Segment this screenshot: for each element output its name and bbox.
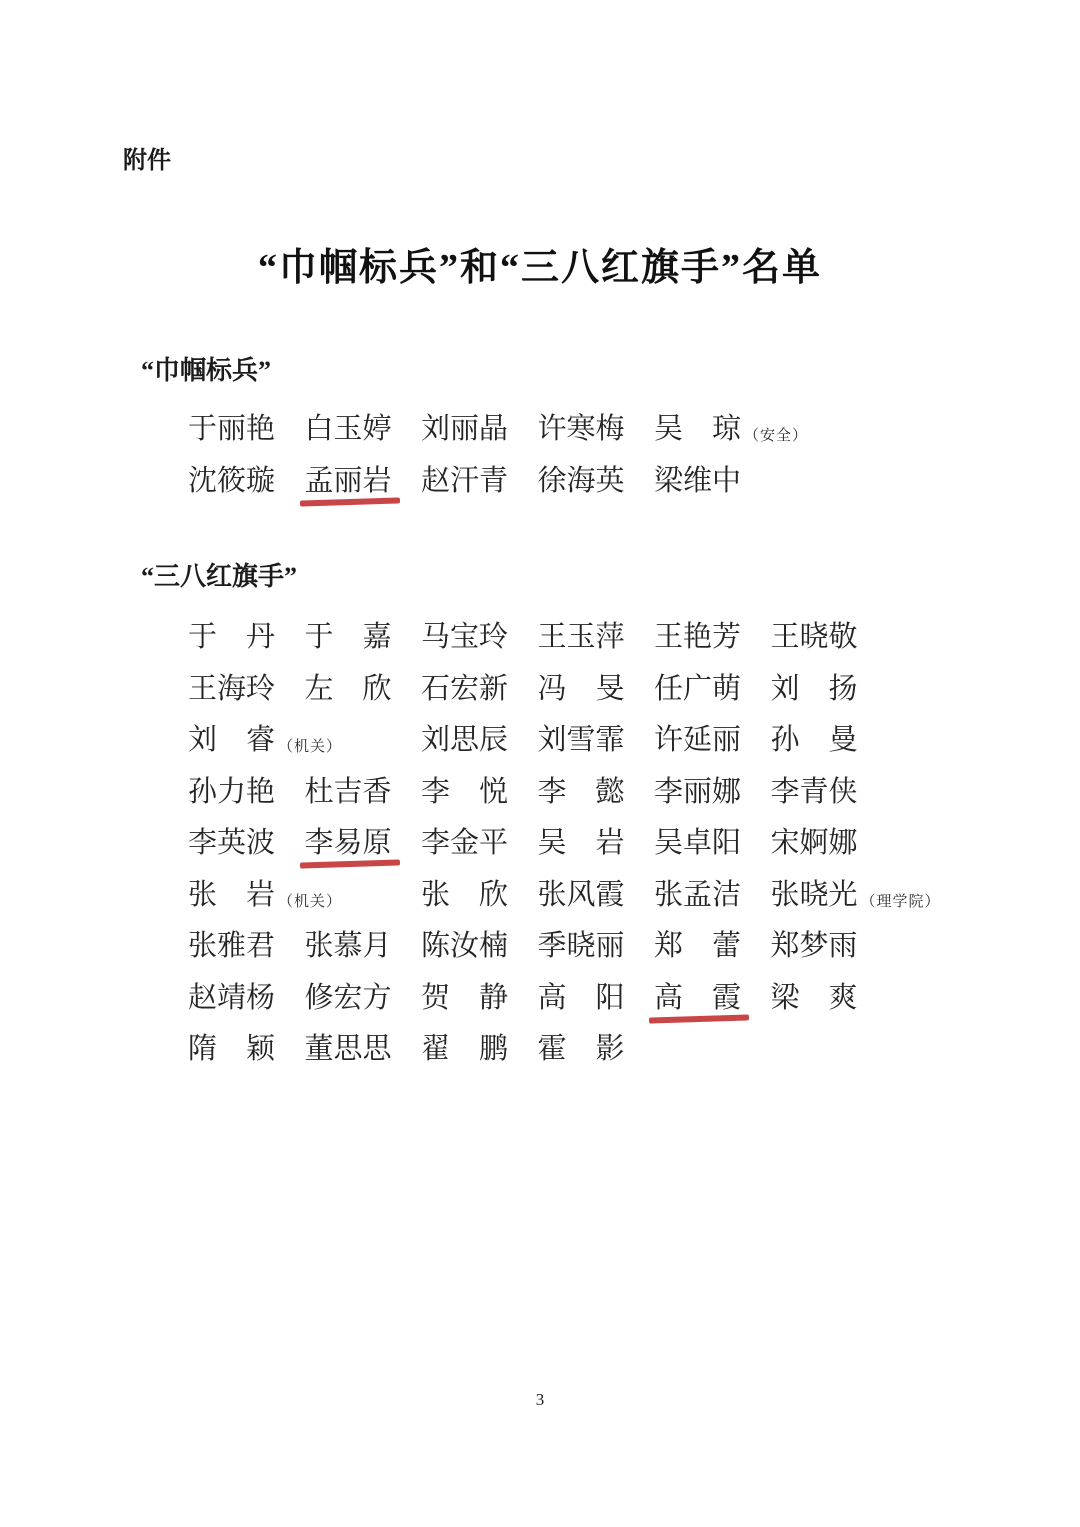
person-name: 隋 颖 [188, 1033, 276, 1066]
name-row [188, 973, 887, 1025]
person-name: 王海玲 [188, 672, 276, 705]
person-name: 李 悦 [421, 775, 509, 808]
name-cell [654, 775, 771, 808]
name-cell [304, 464, 422, 497]
name-cell [188, 724, 343, 757]
unit-note: （机关） [278, 739, 343, 756]
person-name: 孙力艳 [188, 775, 276, 808]
unit-note: （安全） [744, 428, 809, 445]
name-list-jinguo-biaobing [188, 404, 887, 507]
name-cell [537, 981, 655, 1014]
person-name: 杜吉香 [304, 775, 392, 808]
person-name: 李青侠 [770, 775, 858, 808]
name-cell [770, 981, 888, 1014]
name-cell [304, 981, 422, 1014]
name-list-sanba-hongqishou [188, 612, 941, 1076]
name-cell [304, 672, 422, 705]
person-name: 郑 蕾 [654, 930, 742, 963]
person-name: 孙 曼 [770, 724, 858, 757]
person-name: 高 阳 [537, 981, 625, 1014]
name-cell [188, 829, 305, 858]
name-cell [188, 623, 305, 652]
name-cell [305, 829, 422, 858]
name-cell [304, 775, 422, 808]
person-name: 李英波 [188, 827, 276, 860]
person-name: 刘 扬 [770, 672, 858, 705]
name-row [188, 870, 941, 922]
person-name: 赵汗青 [421, 464, 509, 497]
person-name: 董思思 [304, 1033, 392, 1066]
name-cell [654, 672, 771, 705]
person-name-underlined: 高 霞 [654, 981, 742, 1014]
name-cell [188, 775, 305, 808]
person-name: 李金平 [421, 827, 509, 860]
person-name: 于丽艳 [188, 413, 276, 446]
person-name: 陈汝楠 [421, 930, 509, 963]
name-cell [538, 932, 655, 961]
name-cell [537, 775, 655, 808]
person-name: 贺 静 [421, 981, 509, 1014]
person-name: 徐海英 [537, 464, 625, 497]
person-name: 于 嘉 [304, 621, 392, 654]
person-name: 张 岩 [188, 878, 276, 911]
person-name: 沈筱璇 [188, 464, 276, 497]
person-name: 左 欣 [304, 672, 392, 705]
person-name: 石宏新 [421, 672, 509, 705]
name-row [188, 715, 887, 767]
name-cell [421, 726, 538, 755]
name-cell [305, 623, 422, 652]
name-cell [305, 415, 422, 444]
name-cell [188, 981, 305, 1014]
name-cell [188, 464, 305, 497]
name-cell [188, 932, 305, 961]
name-row [188, 1024, 887, 1076]
person-name: 王艳芳 [654, 621, 742, 654]
name-cell [421, 932, 538, 961]
name-row [188, 456, 887, 508]
name-row [188, 612, 887, 664]
person-name: 赵靖杨 [188, 981, 276, 1014]
person-name: 吴 岩 [537, 827, 625, 860]
name-cell [771, 829, 888, 858]
person-name: 梁 爽 [770, 981, 858, 1014]
person-name: 季晓丽 [537, 930, 625, 963]
person-name: 梁维中 [654, 464, 742, 497]
name-cell [421, 775, 538, 808]
name-cell [654, 878, 771, 911]
name-cell [421, 829, 538, 858]
person-name: 冯 旻 [537, 672, 625, 705]
person-name: 任广萌 [654, 672, 742, 705]
section-heading-jinguo-biaobing: “巾帼标兵” [141, 356, 272, 385]
person-name-underlined: 孟丽岩 [304, 464, 392, 497]
name-cell [770, 775, 888, 808]
person-name: 霍 影 [537, 1033, 625, 1066]
name-cell [421, 464, 538, 497]
name-cell [771, 726, 888, 755]
name-cell [654, 981, 771, 1014]
name-cell [188, 672, 305, 705]
name-cell [537, 464, 655, 497]
person-name: 王晓敬 [770, 621, 858, 654]
person-name: 张慕月 [304, 930, 392, 963]
name-row [188, 404, 887, 456]
person-name: 修宏方 [304, 981, 392, 1014]
person-name: 吴卓阳 [654, 827, 742, 860]
name-row [188, 767, 887, 819]
person-name-underlined: 李易原 [304, 827, 392, 860]
person-name: 王玉萍 [537, 621, 625, 654]
person-name: 张 欣 [421, 878, 509, 911]
person-name: 李 懿 [537, 775, 625, 808]
section-heading-sanba-hongqishou: “三八红旗手” [141, 562, 298, 591]
unit-note: （理学院） [860, 893, 941, 910]
person-name: 张晓光 [770, 878, 858, 911]
person-name: 李丽娜 [654, 775, 742, 808]
name-cell [538, 415, 655, 444]
person-name: 刘丽晶 [421, 413, 509, 446]
attachment-label: 附件 [123, 148, 171, 174]
name-cell [654, 623, 771, 652]
unit-note: （机关） [278, 893, 343, 910]
person-name: 许寒梅 [537, 413, 625, 446]
person-name: 张孟洁 [654, 878, 742, 911]
name-row [188, 818, 887, 870]
person-name: 于 丹 [188, 621, 276, 654]
name-cell [537, 878, 655, 911]
name-cell [421, 981, 538, 1014]
person-name: 马宝玲 [421, 621, 509, 654]
name-cell [537, 672, 655, 705]
name-cell [538, 726, 655, 755]
name-row [188, 664, 887, 716]
name-cell [770, 878, 941, 911]
name-cell [654, 829, 771, 858]
person-name: 张风霞 [537, 878, 625, 911]
name-cell [654, 464, 771, 497]
name-cell [188, 878, 343, 911]
person-name: 刘思辰 [421, 724, 509, 757]
name-cell [771, 932, 888, 961]
name-cell [654, 932, 771, 961]
person-name: 白玉婷 [304, 413, 392, 446]
person-name: 刘 睿 [188, 724, 276, 757]
person-name: 吴 琼 [654, 413, 742, 446]
person-name: 张雅君 [188, 930, 276, 963]
name-cell [770, 672, 888, 705]
page-title: “巾帼标兵”和“三八红旗手”名单 [257, 247, 822, 289]
name-cell [421, 672, 538, 705]
name-cell [421, 878, 538, 911]
person-name: 许延丽 [654, 724, 742, 757]
person-name: 刘雪霏 [537, 724, 625, 757]
name-row [188, 921, 887, 973]
name-cell [538, 623, 655, 652]
person-name: 郑梦雨 [770, 930, 858, 963]
name-cell [538, 1035, 655, 1064]
name-cell [654, 413, 809, 446]
page-number: 3 [535, 1390, 545, 1409]
name-cell [188, 415, 305, 444]
name-cell [421, 415, 538, 444]
name-cell [305, 1035, 422, 1064]
name-cell [771, 623, 888, 652]
name-cell [421, 1035, 538, 1064]
name-cell [538, 829, 655, 858]
name-cell [305, 932, 422, 961]
name-cell [421, 623, 538, 652]
person-name: 宋婀娜 [770, 827, 858, 860]
person-name: 翟 鹏 [421, 1033, 509, 1066]
name-cell [654, 726, 771, 755]
name-cell [188, 1035, 305, 1064]
